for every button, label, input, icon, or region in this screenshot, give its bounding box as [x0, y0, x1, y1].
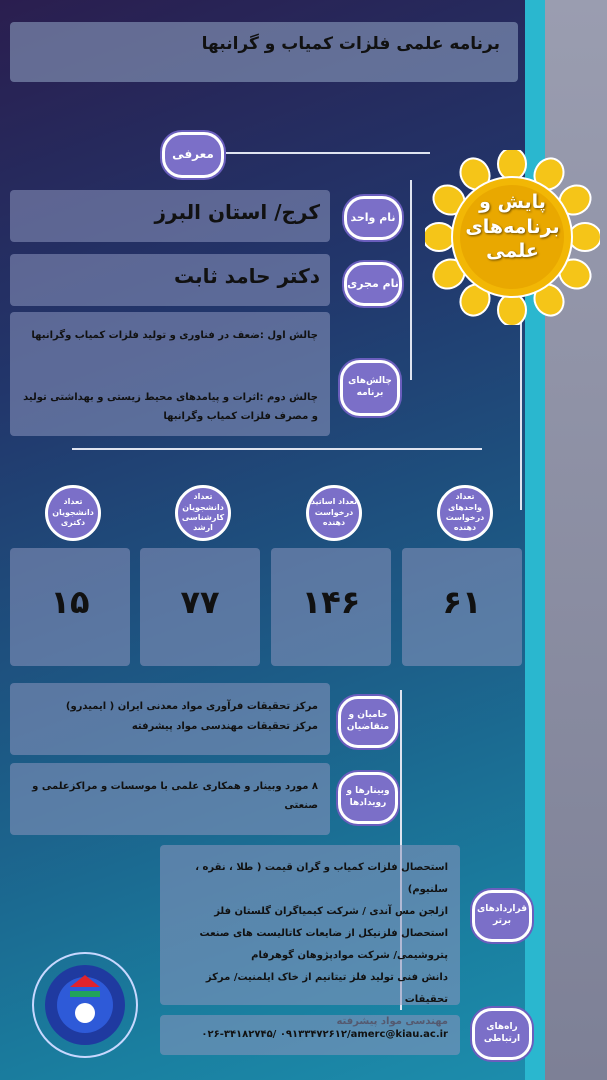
contact-label: راه‌های ارتباطی	[472, 1008, 532, 1060]
contracts-panel	[160, 845, 460, 1005]
challenges-label: چالش‌های برنامه	[340, 360, 400, 416]
executor-value: دکتر حامد ثابت	[174, 264, 320, 288]
stat-value: ۶۱	[442, 583, 482, 621]
contracts-label: قراردادهای برتر	[472, 890, 532, 942]
events-label: وبینارها و رویدادها	[338, 772, 398, 824]
badge-line: علمی	[486, 240, 539, 263]
challenge-1: چالش اول :ضعف در فناوری و تولید فلزات کمیاب وگرانبها	[31, 330, 318, 341]
stat-value: ۱۴۶	[301, 583, 361, 621]
stat-box-phd	[10, 548, 130, 666]
stat-value: ۱۵	[50, 583, 90, 621]
contact-panel	[160, 1015, 460, 1055]
events-text: ۸ مورد وبینار و همکاری علمی با موسسات و مراکزعلمی و صنعتی	[32, 781, 318, 811]
sponsor-item: مرکز تحقیقات مهندسی مواد پیشرفته	[131, 721, 318, 732]
unit-panel	[10, 190, 330, 242]
unit-label: نام واحد	[344, 196, 402, 240]
stat-label-professors: تعداد اساتید درخواست دهنده	[306, 485, 362, 541]
contract-line: پتروشیمی/ شرکت موادپژوهان گوهرفام	[251, 950, 448, 961]
sponsors-panel	[10, 683, 330, 755]
connector	[190, 152, 430, 154]
contract-line: دانش فنی تولید فلز تیتانیم از خاک ایلمنیت/ مرکز تحقیقات	[205, 972, 448, 1005]
connector	[520, 310, 522, 510]
connector	[410, 180, 412, 380]
stat-box-units	[402, 548, 522, 666]
stat-box-masters	[140, 548, 260, 666]
stat-label-phd: تعداد دانشجویان دکتری	[45, 485, 101, 541]
contract-line: استحصال فلزات کمیاب و گران قیمت ( طلا ، نقره ، سلنیوم)	[195, 862, 448, 895]
unit-value: کرج/ استان البرز	[154, 200, 320, 224]
intro-pill: معرفی	[162, 132, 224, 178]
university-logo-icon	[20, 935, 150, 1065]
connector	[72, 448, 482, 450]
executor-label: نام مجری	[344, 262, 402, 306]
sponsors-label: حامیان و متقاضیان	[338, 696, 398, 748]
stat-box-professors	[271, 548, 391, 666]
badge-line: پایش و	[479, 191, 546, 213]
badge-text	[440, 190, 585, 264]
stat-label-masters: تعداد دانشجویان کارشناسی ارشد	[175, 485, 231, 541]
badge-line: برنامه‌های	[465, 215, 560, 238]
contracts-text	[168, 857, 448, 1033]
sponsor-item: مرکز تحقیقات فرآوری مواد معدنی ایران ( ایمیدرو)	[65, 701, 318, 712]
events-panel	[10, 763, 330, 835]
contact-text: ۰۲۶-۳۴۱۸۲۷۴۵/ ۰۹۱۳۳۴۷۲۶۱۲/amerc@kiau.ac.ir	[201, 1029, 448, 1040]
challenges-panel	[10, 312, 330, 436]
contract-line: ازلجن مس آندی / شرکت کیمیاگران گلستان فلز	[214, 906, 448, 917]
stat-label-units: تعداد واحدهای درخواست دهنده	[437, 485, 493, 541]
executor-panel	[10, 254, 330, 306]
contract-line: استحصال فلزنیکل از ضایعات کاتالیست های صنعت	[199, 928, 448, 939]
stat-value: ۷۷	[180, 583, 220, 621]
page-title: برنامه علمی فلزات کمیاب و گرانبها	[201, 34, 500, 54]
challenge-2: چالش دوم :اثرات و پیامدهای محیط زیستی و بهداشتی تولید و مصرف فلزات کمیاب وگرانبها	[23, 392, 318, 422]
title-panel	[10, 22, 518, 82]
